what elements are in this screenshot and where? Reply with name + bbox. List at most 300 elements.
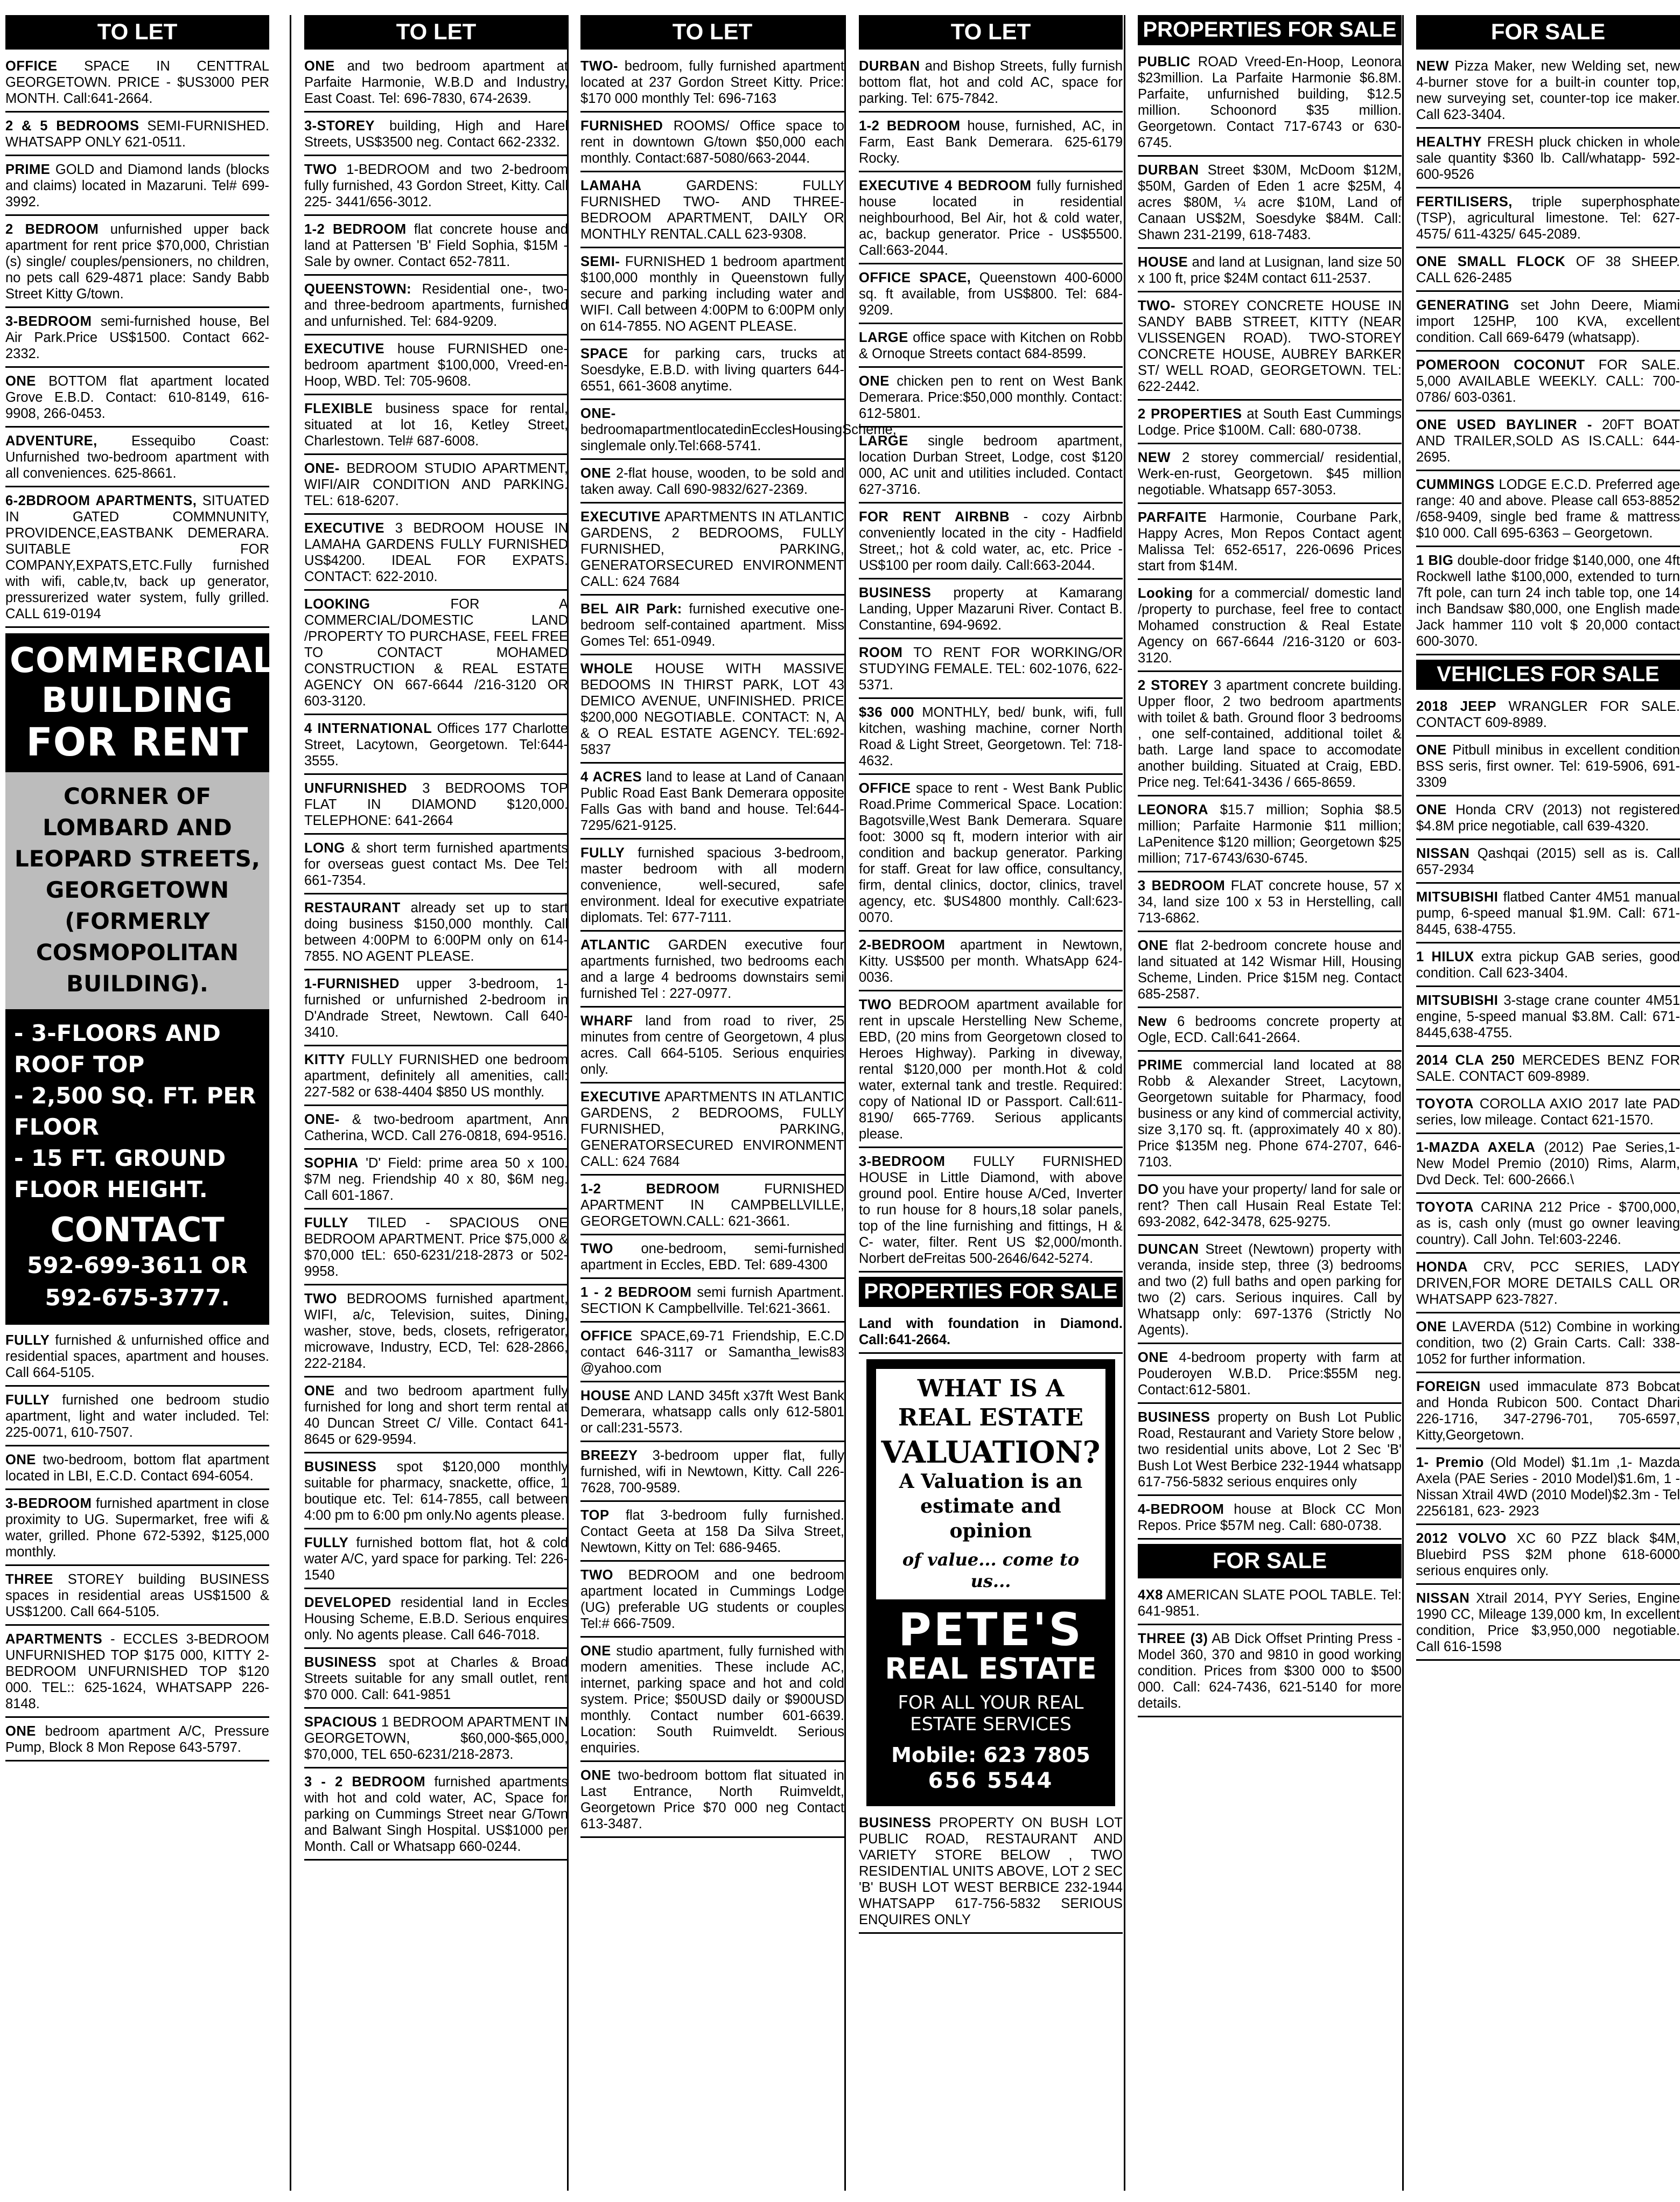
ad-text: FOR SALE. 5,000 AVAILABLE WEEKLY. CALL: 700-0786/ 603-0361. [1416,358,1680,405]
ad-text: XC 60 PZZ black $4M, Bluebird PSS $2M phone 618-6000 serious enquires only. [1416,1531,1680,1578]
ad-text: semi furnish Apartment. SECTION K Campbellville. Tel:621-3661. [580,1285,844,1316]
ad-entry [5,1722,269,1761]
ad-text: land to lease at Land of Canaan Public Road East Bank Demerara opposite Falls Gas with band and house. Tel:644-7295/621-9125. [580,770,844,833]
ad-entry [5,117,269,156]
ad-entry [580,1642,844,1762]
ad-entry [5,1570,269,1626]
ad-entry [304,1290,568,1378]
ad-text: Offices 177 Charlotte Street, Lacytown, Georgetown. Tel:644-3555. [304,721,568,768]
ad-lead: NEW [1138,450,1171,465]
ad-text: Honda CRV (2013) not registered $4.8M price negotiable, call 639-4320. [1416,802,1680,834]
ad-entry [1138,1056,1402,1176]
ad-lead: UNFURNISHED [304,781,408,796]
ad-entry [1138,1630,1402,1717]
ad-text: FRESH pluck chicken in whole sale quantity $360 lb. Call/whatapp- 592-600-9526 [1416,135,1680,182]
ad-text: studio apartment, fully furnished with modern amenities. These include AC, internet, parking space and hot and cold system. Price; $50USD daily or $900USD monthly. Contact number 601-6639. Location: South Ruimveldt. Serious enquiries. [580,1644,844,1756]
ad-lead: FULLY [304,1535,349,1550]
ad-entry [304,839,568,894]
ad-lead: BEL AIR Park: [580,602,682,617]
ad-text: Xtrail 2014, PYY Series, Engine 1990 CC, Mileage 139,000 km, In excellent condition, Price $3,950,000 negotiable. Call 616-1598 [1416,1591,1680,1654]
ad-lead: Looking [1138,586,1193,601]
ad-list [5,1331,269,1761]
ad-lead: GENERATING [1416,298,1510,313]
ad-text: and two bedroom apartment at Parfaite Harmonie, W.B.D and Industry, East Coast. Tel: 696-7830, 674-2639. [304,59,568,106]
ad-entry [1416,888,1680,943]
ad-entry [1416,1095,1680,1134]
ad-entry [1416,133,1680,188]
ad-text: 2-flat house, wooden, to be sold and taken away. Call 690-9832/627-2369. [580,466,844,497]
ad-entry [1416,991,1680,1047]
ad-text: for a commercial/ domestic land /property to purchase, feel free to contact Mohamed construction & Real Estate Agency on 667-6644 /216-3120 or 603-3120. [1138,586,1402,666]
ad-text: furnished spacious 3-bedroom, master bedroom with all modern convenience, well-secured, safe environment. Ideal for executive expatriate diplomats. Tel: 677-7111. [580,845,844,925]
ad-entry [5,1391,269,1446]
ad-text: 1 BEDROOM APARTMENT IN GEORGETOWN, $60,000-$65,000, $70,000, TEL 650-6231/218-2873. [304,1715,569,1762]
ad-list [1416,697,1680,1661]
ad-lead: FULLY [580,845,625,861]
ad-lead: 1 HILUX [1416,949,1474,964]
ad-text: SITUATED IN GATED COMMNUNITY, PROVIDENCE,EASTBANK DEMERARA. SUITABLE FOR COMPANY,EXPATS,ETC.Fully furnished with wifi, cable,tv, back up generator, pressurerized water system, fully grilled. CALL 619-0194 [5,493,269,621]
ad-lead: TWO [304,1291,337,1306]
ad-entry [304,1773,568,1861]
ad-text: apartment in Newtown, Kitty. US$500 per month. WhatsApp 624-0036. [859,938,1123,985]
ad-lead: OFFICE [859,781,911,796]
commercial-title-block [5,633,275,772]
ad-entry [304,1713,568,1768]
ad-text: STOREY CONCRETE HOUSE IN SANDY BABB STREET, KITTY (NEAR VLISSENGEN ROAD). TWO-STOREY CONCRETE HOUSE, AUBREY BARKER ST/ WELL ROAD, GEORGETOWN. TEL: 622-2442. [1138,298,1402,394]
ad-text: OF 38 SHEEP. CALL 626-2485 [1416,254,1680,285]
ad-lead: FLEXIBLE [304,401,373,416]
ad-text: AMERICAN SLATE POOL TABLE. Tel: 641-9851. [1138,1588,1402,1619]
ad-lead: KITTY [304,1052,346,1067]
ad-text: PROPERTY ON BUSH LOT PUBLIC ROAD, RESTAURANT AND VARIETY STORE BELOW , TWO RESIDENTIAL UNITS ABOVE, LOT 2 SEC 'B' BUSH LOT WEST BERBICE 232-1944 WHATSAPP 617-756-5832 SERIOUS ENQUIRES ONLY [859,1815,1123,1927]
ad-text: - cozy Airbnb conveniently located in the city - Hadfield Street,; hot & cold water, ac, etc. Price - US$100 per room daily. Call:663-2044. [859,509,1123,573]
commercial-building-ad [5,633,275,1325]
ad-text: APARTMENTS IN ATLANTIC GARDENS, 2 BEDROOMS, FULLY FURNISHED, PARKING, GENERATORSECURED ENVIRONMENT CALL: 624 7684 [580,509,844,589]
ad-entry [859,372,1123,428]
ad-text: MONTHLY, bed/ bunk, wifi, full kitchen, washing machine, corner North Road & Light Street, Georgetown. Tel: 718-4632. [859,705,1123,768]
ad-entry [1138,449,1402,504]
ad-lead: 3-STOREY [304,118,375,134]
ad-lead: NISSAN [1416,1591,1470,1606]
ad-text: residential land in Eccles Housing Scheme, E.B.D. Serious enquires only. No agents please. Call 646-7018. [304,1595,568,1642]
ad-lead: 1 - 2 BEDROOM [580,1285,692,1300]
ad-lead: PRIME [5,162,51,177]
ad-lead: LAMAHA [580,178,642,193]
ad-lead: BUSINESS [1138,1410,1210,1425]
column-to-let-1 [5,15,275,2191]
ad-entry [580,253,844,340]
ad-text: APARTMENTS IN ATLANTIC GARDENS, 2 BEDROOMS, FULLY FURNISHED, PARKING, GENERATORSECURED ENVIRONMENT CALL: 624 7684 [580,1089,844,1169]
ad-text: Pitbull minibus in excellent condition BSS seris, first owner. Tel: 619-5906, 691-3309 [1416,743,1680,790]
ad-text: FULLY FURNISHED HOUSE in Little Diamond, with above ground pool. Entire house A/Ced, Inverter to run house for 8 hours,18 solar panels, top of the line furnishing and fittings, H & C- water, filter. Rent US $2,000/month. Norbert deFreitas 500-2646/642-5274. [859,1154,1123,1266]
ad-text: BEDROOM STUDIO APARTMENT, WIFI/AIR CONDITION AND PARKING. TEL: 618-6207. [304,461,568,508]
ad-entry [5,1494,269,1566]
ad-entry [1416,1318,1680,1373]
column-divider [290,15,291,2191]
ad-lead: ONE [1416,743,1447,758]
ad-text: Harmonie, Courbane Park, Happy Acres, Mon Repos Contact agent Malissa Tel: 652-6517, 226-0696 Prices start from $14M. [1138,510,1402,574]
ad-list [859,57,1123,1273]
ad-text: FLAT concrete house, 57 x 34, land size 100 x 53 in Herstelling, call 713-6862. [1138,878,1402,926]
ad-text: furnished bottom flat, hot & cold water A/C, yard space for parking. Tel: 226-1540 [304,1535,568,1583]
ad-entry [5,220,269,308]
commercial-feature: - 3-FLOORS AND ROOF TOP [14,1020,221,1078]
ad-lead: OFFICE [5,59,58,74]
ad-text: TO RENT FOR WORKING/OR STUDYING FEMALE. TEL: 602-1076, 622-5371. [859,645,1123,693]
ad-entry [1416,1051,1680,1090]
ad-lead: FULLY [5,1333,50,1348]
ad-entry [1138,1586,1402,1625]
ad-text: two-bedroom bottom flat situated in Last Entrance, North Ruimveldt, Georgetown Price $70 000 neg Contact 613-3487. [580,1768,844,1831]
ad-lead: 3 - 2 BEDROOM [304,1774,426,1789]
ad-entry [1138,508,1402,580]
ad-entry [1138,1348,1402,1404]
ad-text: one-bedroom, semi-furnished apartment in Eccles, EBD. Tel: 689-4300 [580,1241,844,1273]
column-divider [844,15,846,2191]
ad-text: single bedroom apartment, location Durban Street, Lodge, cost $120 000, AC unit and utilities included. Contact 627-3716. [859,434,1123,497]
ad-lead: POMEROON COCONUT [1416,358,1585,373]
ad-entry [304,595,568,715]
ad-lead: WHOLE [580,661,633,676]
ad-text: office space with Kitchen on Robb & Ornoque Streets contact 684-8599. [859,330,1123,361]
ad-lead: 2 & 5 BEDROOMS [5,118,139,134]
ad-text: ROAD Vreed-En-Hoop, Leonora $23million. La Parfaite Harmonie $6.8M. Parfaite, unfurnished building, $12.5 million. Schoonord $35 million. Georgetown. Contact 717-6743 or 630-6745. [1138,54,1402,150]
ad-text: for parking cars, trucks at Soesdyke, E.B.D. with living quarters 644-6551, 661-3608 anytime. [580,346,845,394]
ad-text: FULLY FURNISHED one bedroom apartment, definitely all amenities, call: 227-582 or 638-4404 $850 US monthly. [304,1052,568,1100]
ad-text: fully furnished house located in residential neighbourhood, Bel Air, hot & cold water, ac, backup generator. Price - US$5500. Call:663-2044. [859,178,1123,258]
valuation-panel [876,1369,1105,1599]
ad-text: flat concrete house and land at Pattersen 'B' Field Sophia, $15M - Sale by owner. Contact 652-7811. [304,222,568,269]
ad-entry [859,1152,1123,1273]
ad-list [859,1814,1123,1934]
commercial-feature: - 2,500 SQ. FT. PER FLOOR [14,1082,256,1140]
ad-lead: LEONORA [1138,802,1208,817]
ad-text: furnished apartments with hot and cold water, AC, Space for parking on Cummings Street near G/Town and Balwant Singh Hospital. US$1000 per Month. Call or Whatsapp 660-0244. [304,1774,568,1854]
ad-text: house FURNISHED one-bedroom apartment $100,000, Vreed-en-Hoop, WBD. Tel: 705-9608. [304,341,568,389]
ad-lead: ONE [304,1383,335,1399]
ad-lead: LARGE [859,330,908,345]
petes-real-estate-ad [866,1359,1115,1806]
section-header: TO LET [5,15,269,50]
ad-text: land from road to river, 25 minutes from centre of Georgetown, 4 plus acres. Call 664-5105. Serious enquiries only. [580,1013,845,1077]
ad-lead: 1-2 BEDROOM [580,1182,720,1197]
ad-lead: DEVELOPED [304,1595,391,1610]
ad-lead: HEALTHY [1416,135,1482,150]
ad-text: furnished apartment in close proximity to UG. Supermarket, free wifi & water, grilled. Phone 672-5392, $125,000 monthly. [5,1496,269,1560]
ad-text: you have your property/ land for sale or rent? Then call Husain Real Estate Tel: 693-2082, 642-3478, 625-9275. [1138,1182,1402,1229]
ad-entry [580,508,844,596]
ad-lead: EXECUTIVE 4 BEDROOM [859,178,1032,193]
ad-lead: TWO- [1138,298,1175,313]
ad-entry [859,177,1123,264]
ad-lead: 1-FURNISHED [304,976,400,991]
ad-entry [304,400,568,455]
ad-lead: FERTILISERS, [1416,194,1513,209]
ad-entry [304,340,568,395]
ad-entry [580,844,844,932]
ad-entry [304,719,568,775]
ad-entry [859,117,1123,172]
ad-lead: 1- Premio [1416,1455,1484,1470]
ad-entry [580,660,844,764]
ad-lead: WHARF [580,1013,633,1029]
ad-entry [1138,405,1402,444]
ad-entry [580,345,844,400]
ad-text: Residential one-, two- and three-bedroom apartments, furnished and unfurnished. Tel: 684-9209. [304,282,569,329]
ad-lead: THREE [5,1572,53,1587]
ad-entry [580,936,844,1008]
ad-lead: ONE- [304,461,340,476]
ad-text: furnished one bedroom studio apartment, light and water included. Tel: 225-0071, 610-7507. [5,1393,269,1440]
ad-text: triple superphosphate (TSP), agricultural limestone. Tel: 627-4575/ 611-4325/ 645-2089. [1416,194,1680,242]
ad-entry [304,1653,568,1709]
ad-list [1138,1586,1402,1717]
ad-entry [304,117,568,156]
valuation-line: of value... come to us... [902,1549,1080,1591]
ad-lead: TWO- [580,59,618,74]
ad-entry [1138,297,1402,401]
ad-entry [859,1814,1123,1934]
ad-lead: NEW [1416,59,1449,74]
ad-entry [1416,1529,1680,1585]
ad-entry [859,644,1123,699]
ad-lead: TWO [859,997,892,1012]
ad-text: set John Deere, Miami import 125HP, 100 KVA, excellent condition. Call 669-6479 (whatsapp). [1416,298,1680,345]
ad-entry [5,1331,269,1387]
ad-lead: ONE [1138,938,1168,953]
ad-text: upper 3-bedroom, 1-furnished or unfurnished 2-bedroom in D'Andrade Street, Newtown. Call 640-3410. [304,976,568,1040]
ad-text: & short term furnished apartments for overseas guest contact Ms. Dee Tel: 661-7354. [304,841,568,888]
ad-text: furnished executive one-bedroom self-contained apartment. Miss Gomes Tel: 651-0949. [580,602,845,649]
ad-entry [1138,253,1402,292]
ad-text: BOTTOM flat apartment located Grove E.B.D. Contact: 610-8149, 616-9908, 266-0453. [5,374,269,421]
ad-entry [1416,948,1680,987]
ad-text: bedroomapartmentlocatedinEcclesHousingScheme, singlemale only.Tel:668-5741. [580,422,897,453]
ad-lead: 3-BEDROOM [859,1154,946,1169]
ad-text: 2 storey commercial/ residential, Werk-en-rust, Georgetown. $45 million negotiable. Whatsapp 657-3053. [1138,450,1402,498]
column-to-let-4 [859,15,1123,2191]
column-divider [1402,15,1404,2191]
ad-lead: 1 BIG [1416,553,1454,568]
ad-entry [859,269,1123,324]
ad-lead: 3-BEDROOM [5,1496,92,1511]
section-header: FOR SALE [1138,1544,1402,1578]
section-header: PROPERTIES FOR SALE [1138,15,1402,45]
ad-lead: 2 BEDROOM [5,222,99,237]
ad-lead: EXECUTIVE [304,341,385,356]
ad-lead: ONE [1416,802,1447,817]
ad-text: business space for rental, situated at lot 16, Ketley Street, Charlestown. Tel# 687-6008. [304,401,568,449]
ad-lead: ONE [5,374,36,389]
ad-entry [859,584,1123,639]
ad-lead: LONG [304,841,345,856]
ad-lead: OFFICE [580,1329,633,1344]
ad-text: and two bedroom apartment fully furnished for long and short term rental at 40 Duncan Street C/ Ville. Contact 641-8645 or 629-9594. [304,1383,568,1447]
valuation-line: VALUATION? [881,1435,1101,1470]
ad-text: at South East Cummings Lodge. Price $100M. Call: 680-0738. [1138,407,1402,438]
ad-text: bedroom, fully furnished apartment located at 237 Gordon Street Kitty. Price: $170 000 monthly Tel: 696-7163 [580,59,844,106]
ad-lead: DO [1138,1182,1159,1197]
ad-entry [1416,697,1680,737]
ad-entry [580,57,844,113]
valuation-line: A Valuation is an estimate and opinion [899,1470,1083,1542]
ad-lead: 4 ACRES [580,770,642,785]
ad-text: Street $30M, McDoom $12M, $50M, Garden of Eden 1 acre $25M, 4 acres $80M, ¼ acre $10M, Land of Canaan US$2M, Soesdyke $84M. Call: Shawn 231-2199, 618-7483. [1138,163,1402,242]
ad-lead: BUSINESS [304,1655,377,1670]
ad-lead: APARTMENTS [5,1632,103,1647]
ad-entry [1416,741,1680,796]
ad-text: 20FT BOAT AND TRAILER,SOLD AS IS.CALL: 644-2695. [1416,417,1680,465]
ad-lead: MITSUBISHI [1416,993,1499,1008]
ad-entry [1416,476,1680,547]
column-to-let-2 [304,15,568,2191]
ad-text: BEDROOMS furnished apartment, WIFI, a/c, Television, suites, Dining, washer, stove, beds, closets, refrigerator, microwave, Industry, ECD, Tel: 628-2866, 222-2184. [304,1291,569,1371]
ad-text: chicken pen to rent on West Bank Demerara. Price:$50,000 monthly. Contact: 612-5801. [859,374,1123,421]
ad-lead: 3 BEDROOM [1138,878,1226,893]
ad-lead: THREE (3) [1138,1631,1208,1646]
ad-entry [859,508,1123,579]
ad-entry [580,117,844,172]
ad-entry [1138,1500,1402,1540]
ad-lead: HONDA [1416,1260,1468,1275]
section-header: VEHICLES FOR SALE [1416,660,1680,690]
ad-lead: PARFAITE [1138,510,1207,525]
ad-lead: ONE- [304,1112,340,1127]
ad-text: 3 BEDROOMS TOP FLAT IN DIAMOND $120,000. TELEPHONE: 641-2664 [304,781,568,828]
ad-lead: LOOKING [304,597,370,612]
ad-text: bedroom apartment A/C, Pressure Pump, Block 8 Mon Repose 643-5797. [5,1724,269,1755]
ad-entry [304,975,568,1046]
ad-entry [859,779,1123,932]
ad-text: FOR A COMMERCIAL/DOMESTIC LAND /PROPERTY TO PURCHASE, FEEL FREE TO CONTACT MOHAMED CONSTRUCTION & REAL ESTATE AGENCY ON 667-6644 /216-3120 OR 603-3120. [304,597,568,709]
ad-entry [5,492,269,628]
ad-text: AB Dick Offset Printing Press - Model 360, 370 and 9810 in good working condition. Prices from $300 000 to $500 000. Call: 624-7436, 621-5140 for more details. [1138,1631,1402,1711]
column-properties-for-sale [1138,15,1402,2191]
ad-text: BEDROOM and one bedroom apartment located in Cummings Lodge (UG) preferable UG students or couples Tel:# 666-7509. [580,1568,845,1631]
ad-text: FURNISHED 1 bedroom apartment $100,000 monthly in Queenstown fully secure and parking including water and WIFI. Call between 4:00PM to 6:00PM only on 614-7855. NO AGENT PLEASE. [580,254,844,334]
ad-entry [304,1534,568,1589]
ad-entry [1416,551,1680,655]
ad-entry [304,1214,568,1285]
ad-lead: EXECUTIVE [304,521,385,536]
ad-text: Essequibo Coast: Unfurnished two-bedroom apartment with all conveniences. 625-8661. [5,434,269,481]
ad-text: (Old Model) $1.1m ,1- Mazda Axela (PAE Series - 2010 Model)$1.6m, 1 - Nissan Xtrail 4WD (2010 Model)$2.3m - Tel 2256181, 623- 2923 [1416,1455,1680,1519]
ad-text: SPACE,69-71 Friendship, E.C.D contact 646-3117 or Samantha_lewis83 @yahoo.com [580,1329,844,1376]
ad-text: LODGE E.C.D. Preferred age range: 40 and above. Please call 653-8852 /658-9409, single bed frame & mattress $10 000. Call 695-6363 – Georgetown. [1416,477,1680,541]
ad-lead: BUSINESS [304,1459,377,1474]
ad-lead: ROOM [859,645,903,660]
ad-text: STOREY building BUSINESS spaces in residential areas US$1500 & US$1200. Call 664-5105. [5,1572,269,1619]
ad-lead: 2018 JEEP [1416,699,1496,714]
logo-line: REAL ESTATE [885,1652,1097,1686]
ad-text: 6 bedrooms concrete property at Ogle, ECD. Call:641-2664. [1138,1014,1402,1045]
ad-entry [1416,1258,1680,1313]
ad-entry [580,1012,844,1083]
ad-lead: TOP [580,1508,610,1523]
ad-text: SPACE IN CENTTRAL GEORGETOWN. PRICE - $US3000 PER MONTH. Call:641-2664. [5,59,269,106]
ad-entry [5,432,269,487]
ad-lead: ADVENTURE, [5,434,97,449]
ad-text: TILED - SPACIOUS ONE BEDROOM APARTMENT. Price $75,000 & $70,000 tEL: 650-6231/218-2873 or 502-9958. [304,1215,569,1279]
ad-text: property on Bush Lot Public Road, Restaurant and Variety Store below , two residential units above, Lot 2 Sec 'B' Bush Lot West Berbice 232-1944 whatsapp 617-756-5832 serious enquires only [1138,1410,1402,1490]
ad-text: AND LAND 345ft x37ft West Bank Demerara, whatsapp calls only 612-5801 or call:231-5573. [580,1388,844,1436]
ad-text: CARINA 212 Price - $700,000, as is, cash only (must go owner leaving country). Call John. Tel:603-2246. [1416,1200,1680,1247]
ad-entry [1416,1198,1680,1254]
ad-entry [1416,1589,1680,1661]
logo-line: PETE'S [898,1603,1083,1656]
ad-entry [1138,877,1402,932]
ad-text: furnished & unfurnished office and residential spaces, apartment and houses. Call 664-5105. [5,1333,270,1380]
ad-text: Queenstown 400-6000 sq. ft available, from US$800. Tel: 684-9209. [859,270,1123,318]
commercial-contact-label: CONTACT [50,1210,225,1249]
ad-text: spot $120,000 monthly suitable for pharmacy, snackette, office, 1 boutique etc. Tel: 614-7855, call between 4:00 pm to 6:00 pm only.No agents please. [304,1459,568,1523]
ad-entry [304,459,568,515]
ad-list [1416,57,1680,655]
ad-entry [304,1382,568,1453]
ad-text: commercial land located at 88 Robb & Alexander Street, Lacytown, Georgetown suitable for Pharmacy, food business or any kind of commercial activity, size 3,170 sq. ft. (approximately 40 x 80). Price $135M neg. Phone 674-2707, 646-7103. [1138,1058,1402,1170]
ad-entry [304,1110,568,1150]
ad-entry [580,464,844,504]
ad-lead: PRIME [1138,1058,1183,1073]
ad-lead: ONE [304,59,335,74]
ad-entry [1416,296,1680,352]
ad-text: MERCEDES BENZ FOR SALE. CONTACT 609-8989. [1416,1053,1680,1084]
ad-entry [304,57,568,113]
ad-text: WRANGLER FOR SALE. CONTACT 609-8989. [1416,699,1680,730]
ad-lead: BUSINESS [859,1815,932,1830]
ad-text: 'D' Field: prime area 50 x 100. $7M neg. Friendship 40 x 80, $6M neg. Call 601-1867. [304,1156,568,1203]
ad-text: LAVERDA (512) Combine in working condition, two (2) Grain Carts. Call: 338-1052 for further information. [1416,1319,1680,1367]
ad-entry [580,1566,844,1638]
ad-entry [580,1766,844,1838]
ad-entry [1416,57,1680,129]
ad-entry [580,1088,844,1176]
ad-entry [304,160,568,216]
ad-text: flat 2-bedroom concrete house and land situated at 142 Wismar Hill, Housing Scheme, Linden. Price $15M neg. Contact 685-2587. [1138,938,1402,1002]
ad-text: unfurnished upper back apartment for rent price $70,000, Christian (s) single/ couples/pensioners, no children, no pets call 629-4871 place: Sandy Babb Street Kitty G/town. [5,222,269,302]
logo-phone: 656 5544 [928,1768,1054,1793]
ad-entry [580,1506,844,1562]
ad-lead: DUNCAN [1138,1242,1199,1257]
ad-lead: 2-BEDROOM [859,938,946,953]
ad-text: FURNISHED APARTMENT IN CAMPBELLVILLE, GEORGETOWN.CALL: 621-3661. [580,1182,844,1229]
ad-text: property at Kamarang Landing, Upper Mazaruni River. Contact B. Constantine, 694-9692. [859,585,1123,633]
ad-entry [304,899,568,970]
ad-text: Street (Newtown) property with veranda, inside step, three (3) bedrooms and two (2) full baths and open parking for two (2) cars. Serious inquires. Call by Whatsapp only: 697-1376 (Strictly No Agents). [1138,1242,1402,1338]
ad-entry [304,220,568,276]
section-header: TO LET [304,15,568,50]
ad-text: spot at Charles & Broad Streets suitable for any small outlet, rent $70 000. Call: 641-9851 [304,1655,568,1702]
ad-entry [580,1387,844,1442]
valuation-line: WHAT IS A REAL ESTATE [898,1375,1084,1431]
ad-text: 3-stage crane counter 4M51 engine, 5-speed manual $3.8M. Call: 671-8445,638-4755. [1416,993,1680,1040]
ad-entry [859,432,1123,504]
ad-entry [859,703,1123,775]
ad-lead: 1-MAZDA AXELA [1416,1140,1536,1155]
ad-lead: NISSAN [1416,846,1470,861]
ad-text: extra pickup GAB series, good condition. Call 623-3404. [1416,949,1680,981]
ad-entry [1416,801,1680,840]
ad-lead: ONE [1138,1350,1168,1365]
ad-entry [1416,844,1680,884]
ad-entry [1138,584,1402,672]
ad-lead: 2014 CLA 250 [1416,1053,1515,1068]
ad-lead: DURBAN [859,59,920,74]
ad-lead: 1-2 BEDROOM [304,222,407,237]
commercial-location: CORNER OF LOMBARD AND LEOPARD STREETS, GEORGETOWN (FORMERLY COSMOPOLITAN BUILDING). [5,772,269,1009]
ad-text: $15.7 million; Sophia $8.5 million; Parfaite Harmonie $11 million; LaPenitence $120 million; Georgetown $25 million; 717-6743/630-6745. [1138,802,1402,866]
commercial-title-line: FOR RENT [26,719,249,765]
